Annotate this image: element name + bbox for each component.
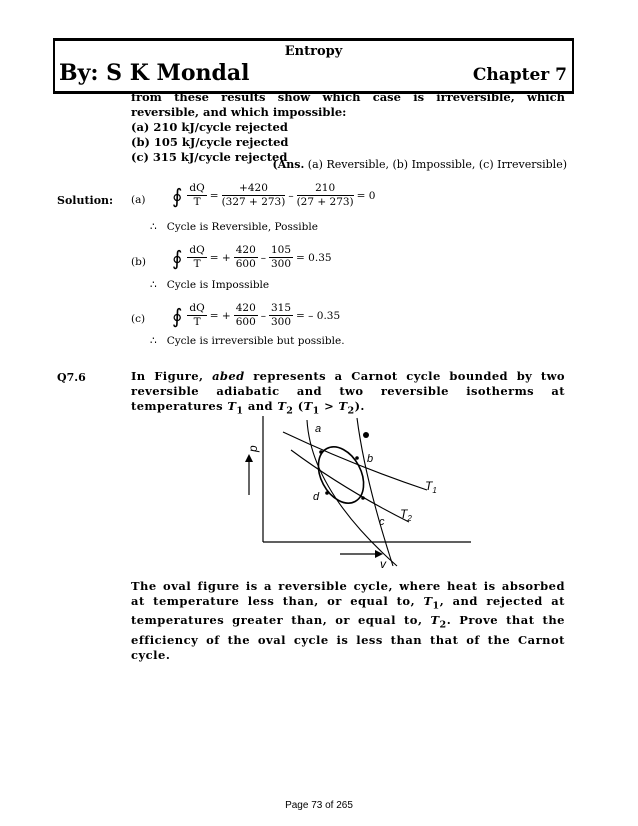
question-number: Q7.6: [57, 371, 86, 384]
fraction: $\frac{315}{300}$: [271, 302, 292, 328]
state-point: [325, 491, 329, 495]
problem-item-a: (a) 210 kJ/cycle rejected: [131, 120, 288, 134]
fraction: $\frac{420}{600}$: [235, 302, 256, 328]
fraction: $\frac{dQ}{T}$: [189, 182, 205, 208]
problem-item-b: (b) 105 kJ/cycle rejected: [131, 135, 289, 149]
answer-line: [273, 158, 567, 171]
solution-b-tag: (b): [131, 256, 146, 268]
fraction: $\frac{dQ}{T}$: [189, 302, 205, 328]
equation-c: ∮ $\frac{dQ}{T}$ = + $\frac{420}{600}$ – $\frac{315}{300}$ = – 0.35: [172, 302, 341, 328]
fraction: $\frac{105}{300}$: [271, 244, 292, 270]
t2-label: $T_2$: [400, 507, 412, 523]
page-header: [53, 38, 574, 94]
point-c-label: c: [379, 516, 385, 528]
chapter-label: Chapter 7: [472, 65, 567, 85]
page-number: Page 73 of 265: [285, 800, 353, 811]
p-arrow-head: [245, 454, 253, 462]
conclusion-c: ∴ Cycle is irreversible but possible.: [150, 335, 345, 347]
subject-title: Entropy: [284, 44, 343, 59]
solution-a-tag: (a): [131, 194, 146, 206]
isotherm-t2: [291, 450, 409, 522]
adiabat-left: [307, 420, 397, 566]
question-text-part2: The oval figure is a reversible cycle, where heat is absorbed at temperature less than, or equal to, $T_1$, and rejected at temperatures greater than, or equal to, $T_2$. Prove that the efficiency of the oval cycle is less than that of the Carnot cycle.: [131, 579, 565, 662]
conclusion-b: ∴ Cycle is Impossible: [150, 279, 270, 291]
p-axis-label: p: [246, 445, 260, 452]
conclusion-a: ∴ Cycle is Reversible, Possible: [150, 221, 318, 233]
question-text: In Figure, abed represents a Carnot cycle bounded by two reversible adiabatic and two reversible isotherms at temperatures $T_1$ and $T_2$ $(T_1 > T_2)$.: [131, 369, 565, 417]
t1-label: $T_1$: [425, 479, 437, 495]
contour-integral-icon: ∮: [172, 183, 183, 208]
equation-a: ∮ $\frac{dQ}{T}$ = $\frac{+420}{(327 + 273)}$ – $\frac{210}{(27 + 273)}$ = 0: [172, 182, 376, 208]
answer-label: (Ans.: [272, 158, 305, 171]
contour-integral-icon: ∮: [172, 245, 183, 270]
point-d-label: d: [313, 491, 320, 503]
author-name: By: S K Mondal: [59, 60, 250, 86]
point-b-label: b: [367, 453, 374, 465]
problem-item-c: (c) 315 kJ/cycle rejected: [131, 150, 288, 164]
point-a-label: a: [315, 423, 322, 435]
fraction: $\frac{210}{(27 + 273)}$: [296, 182, 354, 208]
state-point: [319, 450, 323, 454]
problem-intro: from these results show which case is irreversible, which reversible, and which impossible:: [131, 90, 565, 119]
state-point: [361, 496, 365, 500]
pv-diagram: [235, 410, 475, 570]
fraction: $\frac{dQ}{T}$: [189, 244, 205, 270]
state-point: [363, 432, 369, 438]
fraction: $\frac{420}{600}$: [235, 244, 256, 270]
equation-b: ∮ $\frac{dQ}{T}$ = + $\frac{420}{600}$ – $\frac{105}{300}$ = 0.35: [172, 244, 332, 270]
answer-text: (a) Reversible, (b) Impossible, (c) Irreversible): [304, 158, 567, 171]
state-point: [355, 456, 359, 460]
solution-label: Solution:: [57, 194, 114, 207]
contour-integral-icon: ∮: [172, 303, 183, 328]
v-axis-label: v: [380, 557, 386, 570]
fraction: $\frac{+420}{(327 + 273)}$: [221, 182, 286, 208]
solution-c-tag: (c): [131, 313, 146, 325]
